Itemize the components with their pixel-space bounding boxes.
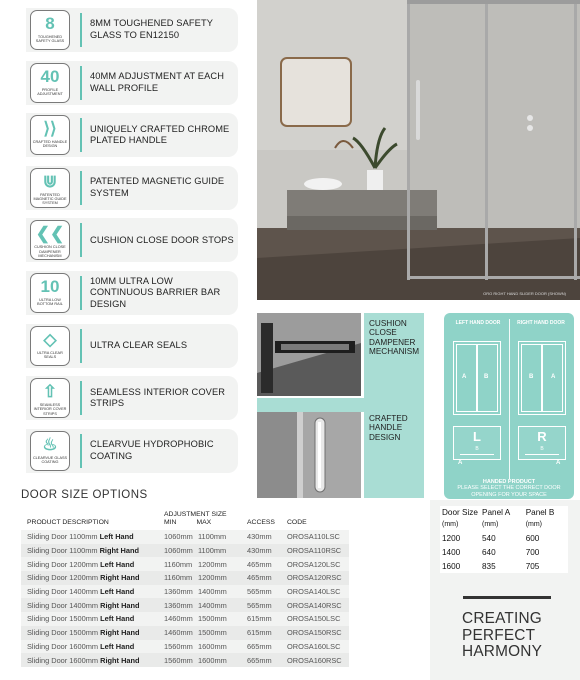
feature-handle [26, 113, 238, 157]
dampener-illustration [257, 313, 361, 396]
feature-separator [80, 434, 82, 468]
table-header [21, 511, 349, 530]
handle-illustration [257, 412, 361, 498]
magnet-icon: ⋓ PATENTED MAGNETIC GUIDE SYSTEM [30, 168, 70, 208]
bathroom-illustration [257, 0, 580, 300]
header-panel-b: Panel B [525, 508, 555, 518]
cushion-close-label: CUSHION CLOSE DAMPENER MECHANISM [369, 319, 420, 356]
tagline [462, 611, 542, 661]
feature-magnetic-guide [26, 166, 238, 210]
feature-text: ULTRA CLEAR SEALS [90, 339, 188, 350]
header-unit: (mm) [525, 521, 543, 529]
feature-safety-glass [26, 8, 238, 52]
feature-text: 8MM TOUGHENED SAFETY GLASS TO EN12150 [90, 18, 213, 40]
left-hand-plan [453, 426, 501, 460]
left-hand-door-elevation [453, 341, 501, 415]
header-adjustment [158, 511, 241, 530]
handing-title: HANDED PRODUCT [482, 479, 536, 485]
header-product: PRODUCT DESCRIPTION [21, 511, 158, 530]
tagline-line: CREATING [462, 610, 542, 627]
handing-diagram [444, 313, 574, 499]
header-access: ACCESS [241, 511, 281, 530]
panel-b-label: B [484, 374, 489, 380]
feature-wall-adjustment [26, 61, 238, 105]
cushion-close-icon: ❮❮ CUSHION CLOSE DAMPENER MECHANISM [30, 220, 70, 260]
table-row: 1400 640 700 [440, 546, 568, 560]
cover-strip-icon: ⇧ SEAMLESS INTERIOR COVER STRIPS [30, 378, 70, 418]
40mm-badge-icon: 40 PROFILE ADJUSTMENT [30, 63, 70, 103]
feature-text: 10MM ULTRA LOW CONTINUOUS BARRIER BAR DESIGN [90, 275, 221, 309]
plan-a-label: A [458, 460, 463, 466]
right-hand-door-elevation [518, 341, 566, 415]
handing-instruction: PLEASE SELECT THE CORRECT DOOR OPENING FOR YOUR SPACE [457, 485, 561, 498]
table-row: Sliding Door 1200mm Left Hand 1160mm 1200mm 465mm OROSA120LSC [21, 557, 349, 571]
handle-icon: ⟩⟩ CRAFTED HANDLE DESIGN [30, 115, 70, 155]
divider-rule [463, 596, 551, 599]
table-row: Sliding Door 1600mm Right Hand 1560mm 1600mm 665mm OROSA160RSC [21, 653, 349, 667]
header-door-size: Door Size [442, 508, 478, 518]
10mm-badge-icon: 10 ULTRA LOW BOTTOM RAIL [30, 273, 70, 313]
door-size-table [21, 511, 349, 667]
water-drop-icon: ♨ CLEARVUE GLASS COATING [30, 431, 70, 471]
handle-label-box [364, 398, 424, 498]
feature-text: 40MM ADJUSTMENT AT EACH WALL PROFILE [90, 71, 225, 93]
feature-separator [80, 276, 82, 310]
feature-separator [80, 381, 82, 415]
feature-text: CLEARVUE HYDROPHOBIC COATING [90, 439, 214, 461]
plan-a-label: A [556, 460, 561, 466]
header-unit: (mm) [482, 521, 499, 529]
feature-text: SEAMLESS INTERIOR COVER STRIPS [90, 386, 226, 409]
header-panel-a: Panel A [482, 508, 511, 518]
hero-caption: ORO RIGHT HAND SLIDER DOOR (SHOWN) [483, 291, 566, 296]
handle-detail-photo [257, 412, 361, 498]
feature-text: CUSHION CLOSE DOOR STOPS [90, 234, 234, 245]
feature-text: UNIQUELY CRAFTED CHROME PLATED HANDLE [90, 123, 230, 146]
right-hand-title: RIGHT HAND DOOR [517, 320, 565, 326]
table-row: Sliding Door 1200mm Right Hand 1160mm 1200mm 465mm OROSA120RSC [21, 571, 349, 585]
panel-b-label: B [529, 374, 534, 380]
door-pane [456, 344, 478, 412]
table-row: Sliding Door 1100mm Right Hand 1060mm 1100mm 430mm OROSA110RSC [21, 544, 349, 558]
feature-clear-seals [26, 324, 238, 368]
feature-separator [80, 171, 82, 205]
feature-barrier-bar [26, 271, 238, 315]
header-min: MIN [164, 519, 177, 526]
diamond-icon: ◇ ULTRA CLEAR SEALS [30, 326, 70, 366]
right-hand-letter: R [537, 429, 547, 444]
header-adjustment-label: ADJUSTMENT SIZE [164, 511, 227, 518]
feature-separator [80, 66, 82, 100]
feature-cover-strips [26, 376, 238, 420]
8mm-badge-icon: 8 TOUGHENED SAFETY GLASS [30, 10, 70, 50]
table-row: Sliding Door 1400mm Right Hand 1360mm 1400mm 565mm OROSA140RSC [21, 598, 349, 612]
panel-a-label: A [462, 374, 467, 380]
feature-separator [80, 13, 82, 47]
table-row: Sliding Door 1600mm Left Hand 1560mm 1600mm 665mm OROSA160LSC [21, 640, 349, 654]
table-row: Sliding Door 1500mm Right Hand 1460mm 1500mm 615mm OROSA150RSC [21, 626, 349, 640]
arrow-icon [525, 454, 559, 455]
cushion-close-label-box [364, 313, 424, 398]
teal-divider [257, 398, 364, 412]
table-row: Sliding Door 1500mm Left Hand 1460mm 1500mm 615mm OROSA150LSC [21, 612, 349, 626]
handle-label: CRAFTED HANDLE DESIGN [369, 414, 408, 442]
panel-a-label: A [551, 374, 556, 380]
door-size-options-title: DOOR SIZE OPTIONS [21, 489, 148, 501]
diagram-divider [509, 319, 510, 479]
feature-separator [80, 329, 82, 363]
table-row: 1200 540 600 [440, 532, 568, 546]
feature-coating [26, 429, 238, 473]
left-hand-title: LEFT HAND DOOR [455, 320, 501, 326]
plan-b-label: B [540, 446, 544, 452]
table-row: Sliding Door 1100mm Left Hand 1060mm 1100mm 430mm OROSA110LSC [21, 530, 349, 544]
feature-text: PATENTED MAGNETIC GUIDE SYSTEM [90, 176, 225, 198]
handing-note [444, 479, 574, 498]
hero-bathroom-photo [257, 0, 580, 300]
tagline-line: HARMONY [462, 643, 543, 661]
feature-separator [80, 118, 82, 152]
header-max: MAX [196, 519, 212, 526]
left-hand-letter: L [473, 429, 481, 444]
cushion-close-detail-photo [257, 313, 361, 396]
arrow-icon [460, 454, 494, 455]
feature-list [26, 8, 238, 481]
feature-cushion-close [26, 218, 238, 262]
right-hand-plan [518, 426, 566, 460]
feature-separator [80, 223, 82, 257]
tagline-line: PERFECT [462, 626, 536, 644]
table-header [440, 506, 568, 532]
header-code: CODE [281, 511, 349, 530]
table-row: 1600 835 705 [440, 559, 568, 573]
header-unit: (mm) [442, 521, 459, 529]
panel-dimensions-table [440, 506, 568, 573]
plan-b-label: B [475, 446, 479, 452]
table-row: Sliding Door 1400mm Left Hand 1360mm 1400mm 565mm OROSA140LSC [21, 585, 349, 599]
